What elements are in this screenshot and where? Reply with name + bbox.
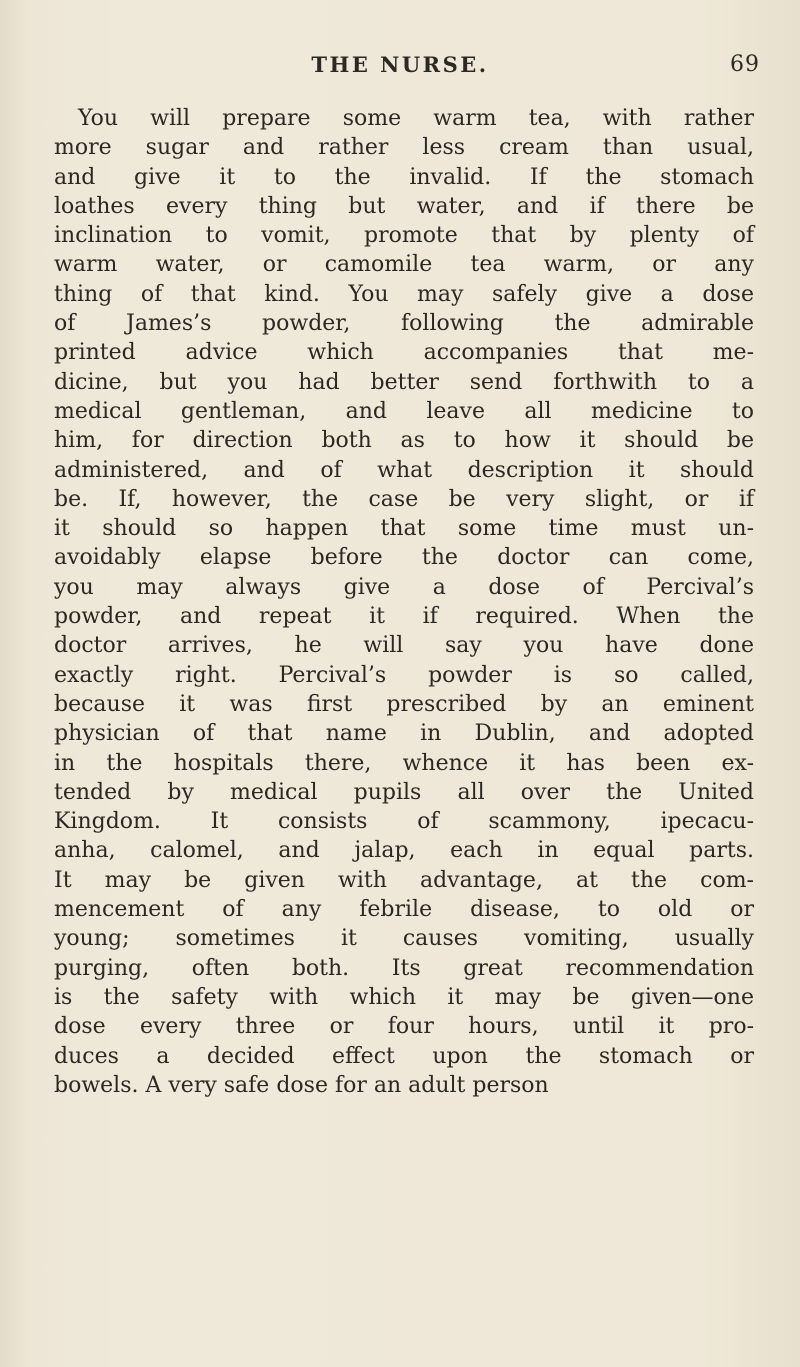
text-line: purging, often both. Its great recommendation [54, 955, 754, 981]
page-number: 69 [730, 52, 760, 77]
text-line: you may always give a dose of Percival’s [54, 574, 754, 600]
text-line: it should so happen that some time must un- [54, 516, 754, 542]
body-text [54, 104, 754, 1100]
text-line: bowels. A very safe dose for an adult person [54, 1072, 549, 1098]
text-line: thing of that kind. You may safely give a dose [54, 281, 754, 307]
text-line: inclination to vomit, promote that by plenty of [54, 223, 754, 249]
text-line: administered, and of what description it should [54, 457, 754, 483]
text-line: dose every three or four hours, until it pro- [54, 1014, 754, 1040]
text-line: duces a decided effect upon the stomach or [54, 1043, 754, 1069]
text-line: young; sometimes it causes vomiting, usually [54, 926, 754, 952]
text-line: him, for direction both as to how it should be [54, 428, 754, 454]
page-header [0, 52, 800, 82]
text-line: anha, calomel, and jalap, each in equal parts. [54, 838, 754, 864]
text-line: powder, and repeat it if required. When the [54, 604, 754, 630]
running-head: THE NURSE. [311, 52, 489, 77]
text-line: tended by medical pupils all over the United [54, 779, 754, 805]
text-line: Kingdom. It consists of scammony, ipecacu- [54, 809, 754, 835]
text-line: doctor arrives, he will say you have done [54, 633, 754, 659]
text-line: mencement of any febrile disease, to old or [54, 897, 754, 923]
text-line: avoidably elapse before the doctor can come, [54, 545, 754, 571]
text-line: and give it to the invalid. If the stomach [54, 164, 754, 190]
text-line: medical gentleman, and leave all medicine to [54, 398, 754, 424]
text-line: in the hospitals there, whence it has been ex- [54, 750, 754, 776]
text-line: more sugar and rather less cream than usual, [54, 135, 754, 161]
text-line: printed advice which accompanies that me- [54, 340, 754, 366]
text-line: exactly right. Percival’s powder is so called, [54, 662, 754, 688]
text-line: loathes every thing but water, and if there be [54, 193, 754, 219]
text-line: warm water, or camomile tea warm, or any [54, 252, 754, 278]
text-line: is the safety with which it may be given—one [54, 984, 754, 1010]
text-line: physician of that name in Dublin, and adopted [54, 721, 754, 747]
text-line: It may be given with advantage, at the com- [54, 867, 754, 893]
text-line: be. If, however, the case be very slight, or if [54, 486, 754, 512]
text-line: because it was first prescribed by an eminent [54, 691, 754, 717]
text-line: You will prepare some warm tea, with rather [78, 106, 754, 131]
text-line: dicine, but you had better send forthwith to a [54, 369, 754, 395]
text-line: of James’s powder, following the admirable [54, 311, 754, 337]
